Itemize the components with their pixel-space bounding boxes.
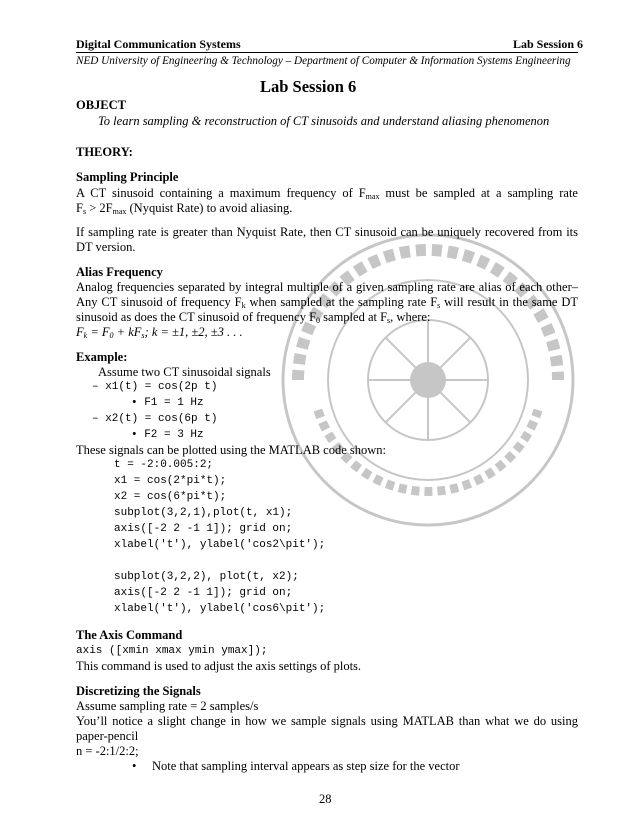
code-line: x2 = cos(6*pi*t);: [114, 491, 227, 503]
nyquist-line-2: DT version.: [76, 240, 136, 254]
example-heading: Example:: [76, 350, 128, 364]
axis-heading: The Axis Command: [76, 628, 183, 642]
code-line: subplot(3,2,2), plot(t, x2);: [114, 571, 299, 583]
alias-line-1: Analog frequencies separated by integral multiple of a given sampling rate are alias of each other–: [76, 280, 578, 294]
page-number: 28: [319, 792, 332, 806]
axis-code: axis ([xmin xmax ymin ymax]);: [76, 645, 268, 657]
sampling-line-2: $F_s > 2F_{max}$ (Nyquist Rate) to avoid aliasing.: [76, 201, 293, 216]
code-line: x1 = cos(2*pi*t);: [114, 475, 227, 487]
signal-1-frequency: • F1 = 1 Hz: [131, 397, 204, 409]
bullet-icon: •: [132, 759, 137, 773]
page-title: Lab Session 6: [260, 77, 357, 96]
signal-1: – x1(t) = cos(2p t): [92, 381, 218, 393]
discretizing-line-1: Assume sampling rate = 2 samples/s: [76, 699, 259, 713]
object-text: To learn sampling & reconstruction of CT sinusoids and understand aliasing phenomenon: [98, 114, 550, 128]
sampling-line-1: A CT sinusoid containing a maximum frequency of $F_{max}$ must be sampled at a sampling rate: [76, 186, 578, 201]
alias-line-2: Any CT sinusoid of frequency $F_k$ when sampled at the sampling rate $F_s$ will result in the same DT: [76, 295, 578, 310]
alias-line-3: sinusoid as does the CT sinusoid of frequency $F_0$ sampled at $F_s$, where:: [76, 310, 431, 325]
code-line: axis([-2 2 -1 1]); grid on;: [114, 523, 293, 535]
university-seal-watermark: [278, 230, 578, 530]
header-department: NED University of Engineering & Technology – Department of Computer & Information Systems Engineering: [76, 55, 571, 67]
code-line: axis([-2 2 -1 1]); grid on;: [114, 587, 293, 599]
nyquist-line-1: If sampling rate is greater than Nyquist Rate, then CT sinusoid can be uniquely recovered from its: [76, 225, 578, 239]
signal-2-frequency: • F2 = 3 Hz: [131, 429, 204, 441]
example-intro: Assume two CT sinusoidal signals: [98, 365, 271, 379]
discretizing-heading: Discretizing the Signals: [76, 684, 201, 698]
discretizing-code: n = -2:1/2:2;: [76, 744, 139, 758]
signal-2: – x2(t) = cos(6p t): [92, 413, 218, 425]
code-line: subplot(3,2,1),plot(t, x1);: [114, 507, 293, 519]
discretizing-line-2: You’ll notice a slight change in how we sample signals using MATLAB than what we do using: [76, 714, 578, 728]
alias-formula: $F_k = F_0 + kF_s$; k = ±1, ±2, ±3 . . .: [76, 325, 243, 340]
alias-heading: Alias Frequency: [76, 265, 163, 279]
object-heading: OBJECT: [76, 98, 127, 112]
plot-intro: These signals can be plotted using the MATLAB code shown:: [76, 443, 387, 457]
axis-description: This command is used to adjust the axis settings of plots.: [76, 659, 362, 673]
code-line: t = -2:0.005:2;: [114, 459, 214, 471]
header-rule: [76, 52, 578, 53]
theory-heading: THEORY:: [76, 145, 133, 159]
discretizing-note: Note that sampling interval appears as step size for the vector: [152, 759, 460, 773]
discretizing-line-3: paper-pencil: [76, 729, 139, 743]
header-course: Digital Communication Systems: [76, 37, 241, 51]
header-session: Lab Session 6: [513, 37, 584, 51]
code-line: xlabel('t'), ylabel('cos6\pit');: [114, 603, 326, 615]
code-line: xlabel('t'), ylabel('cos2\pit');: [114, 539, 326, 551]
sampling-heading: Sampling Principle: [76, 170, 179, 184]
